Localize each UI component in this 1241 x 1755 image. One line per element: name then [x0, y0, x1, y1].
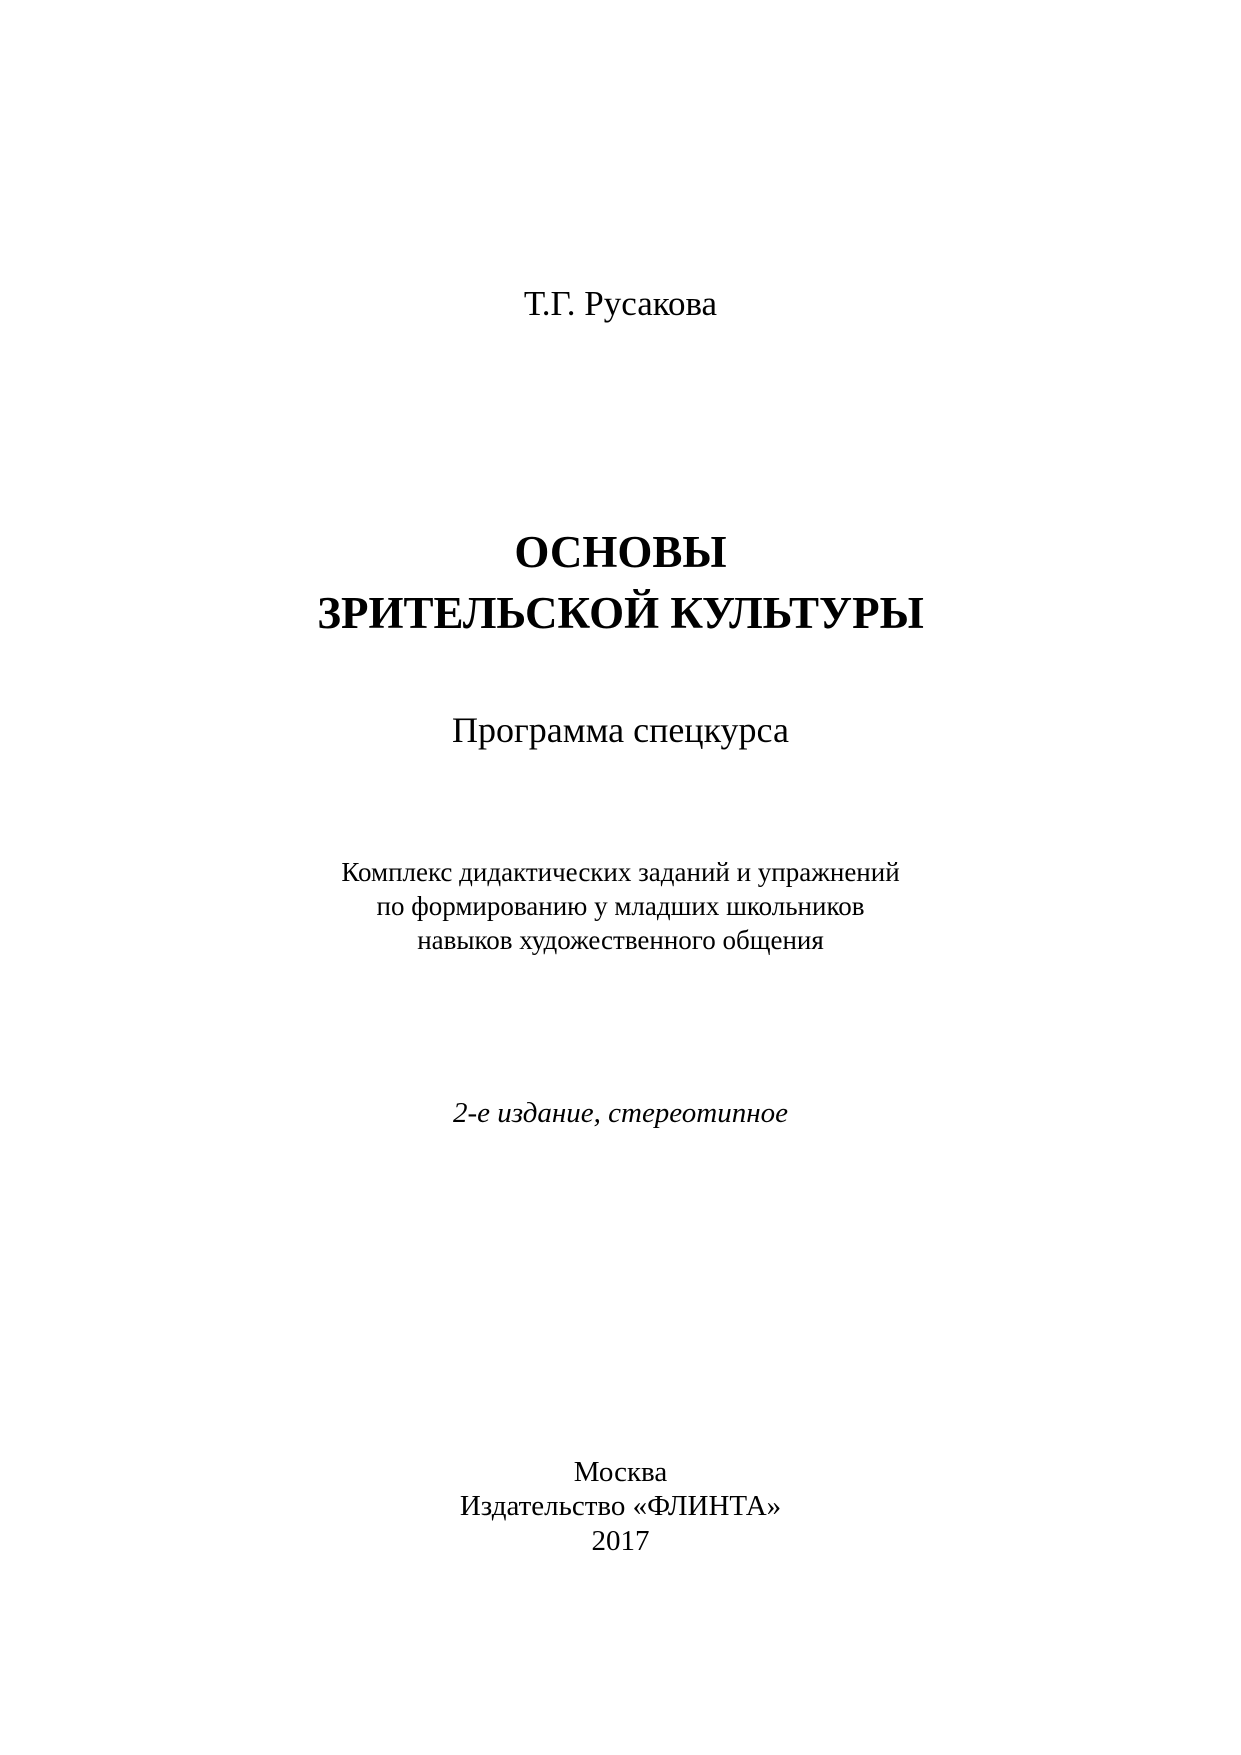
- description-line-2: по формированию у младших школьников: [376, 891, 865, 921]
- imprint-publisher: Издательство «ФЛИНТА»: [459, 1490, 782, 1522]
- description-line-1: Комплекс дидактических заданий и упражнений: [341, 857, 900, 887]
- edition-note: 2-е издание, стереотипное: [452, 1097, 788, 1129]
- imprint-city: Москва: [573, 1456, 668, 1488]
- book-subtitle: Программа спецкурса: [452, 710, 789, 750]
- author-name: Т.Г. Русакова: [523, 284, 718, 323]
- book-title-line-1: ОСНОВЫ: [514, 527, 727, 577]
- book-title-line-2: ЗРИТЕЛЬСКОЙ КУЛЬТУРЫ: [317, 588, 924, 638]
- description-line-3: навыков художественного общения: [417, 925, 824, 955]
- imprint-year: 2017: [591, 1525, 650, 1557]
